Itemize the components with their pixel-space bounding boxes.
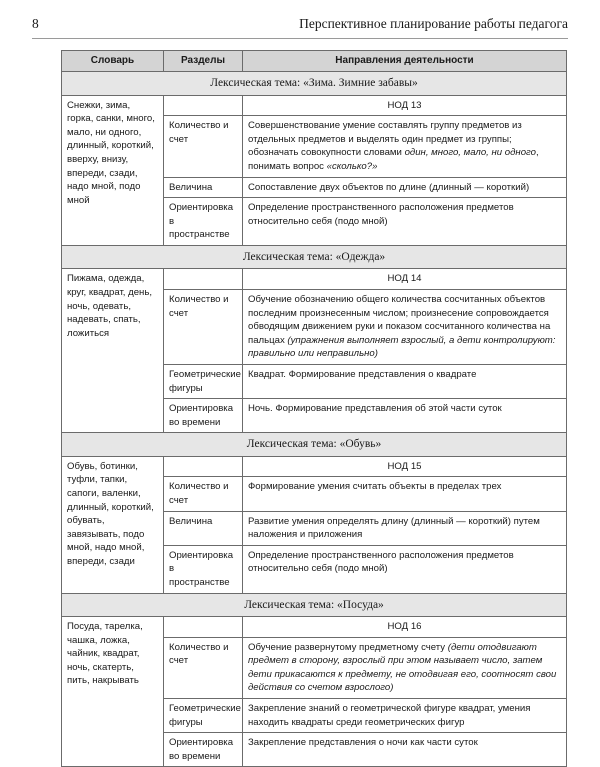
theme-title: Лексическая тема: «Зима. Зимние забавы» [62,72,567,95]
column-header-activities: Направления деятельности [243,51,567,72]
section-cell: Количество и счет [164,289,243,364]
running-title: Перспективное планирование работы педагога [299,16,568,31]
vocabulary-cell: Снежки, зима, горка, санки, много, мало, ни одного, длинный, короткий, вверху, внизу, впереди, сзади, надо мной, подо мной [62,95,164,245]
activity-cell: Сопоставление двух объектов по длине (длинный — короткий) [243,177,567,198]
section-cell-empty [164,616,243,637]
activity-cell: Закрепление знаний о геометрической фигуре квадрат, умения находить квадраты среди геометрических фигур [243,699,567,733]
theme-row [62,72,567,95]
column-header-sections: Разделы [164,51,243,72]
theme-row [62,433,567,456]
section-cell-empty [164,95,243,116]
table-row [62,456,567,477]
theme-title: Лексическая тема: «Посуда» [62,593,567,616]
activity-cell: Определение пространственного расположения предметов относительно себя (подо мной) [243,545,567,593]
section-cell-empty [164,456,243,477]
activity-cell: Обучение развернутому предметному счету (дети отодвигают предмет в сторону, взрослый при этом называет число, затем дети прикасаются к предмету, не отодвигая его, соотносят свои действия со счетом взрослого) [243,637,567,698]
table-row [62,269,567,290]
section-cell: Геометрические фигуры [164,699,243,733]
column-header-vocabulary: Словарь [62,51,164,72]
section-cell: Геометрические фигуры [164,364,243,398]
nod-label: НОД 14 [243,269,567,290]
theme-title: Лексическая тема: «Обувь» [62,433,567,456]
vocabulary-cell: Обувь, ботинки, туфли, тапки, сапоги, валенки, длинный, короткий, обувать, завязывать, подо мной, надо мной, впереди, сзади [62,456,164,593]
table-header-row [62,51,567,72]
section-cell-empty [164,269,243,290]
activity-cell: Закрепление представления о ночи как части суток [243,733,567,767]
theme-title: Лексическая тема: «Одежда» [62,246,567,269]
page-number: 8 [32,16,39,31]
nod-label: НОД 16 [243,616,567,637]
section-cell: Ориентировка во времени [164,399,243,433]
section-cell: Количество и счет [164,637,243,698]
vocabulary-cell: Посуда, тарелка, чашка, ложка, чайник, квадрат, ночь, скатерть, пить, накрывать [62,616,164,766]
section-cell: Количество и счет [164,116,243,177]
table-row [62,616,567,637]
activity-cell: Обучение обозначению общего количества сосчитанных объектов последним произнесенным числом; произнесение сопровождается обводящим движением руки и показом сосчитанного количества на пальцах (упражнения выполняет взрослый, а дети контролируют: правильно или неправильно) [243,289,567,364]
nod-label: НОД 13 [243,95,567,116]
activity-cell: Совершенствование умение составлять группу предметов из отдельных предметов и выделять один предмет из группы; обозначать совокупности словами один, много, мало, ни одного, понимать вопрос «сколько?» [243,116,567,177]
section-cell: Количество и счет [164,477,243,511]
activity-cell: Формирование умения считать объекты в пределах трех [243,477,567,511]
section-cell: Ориентировка в пространстве [164,198,243,246]
theme-row [62,246,567,269]
section-cell: Величина [164,177,243,198]
table-row [62,95,567,116]
activity-cell: Ночь. Формирование представления об этой части суток [243,399,567,433]
section-cell: Ориентировка во времени [164,733,243,767]
section-cell: Величина [164,511,243,545]
activity-cell: Развитие умения определять длину (длинный — короткий) путем наложения и приложения [243,511,567,545]
planning-table [61,50,567,767]
running-header [32,12,568,39]
activity-cell: Определение пространственного расположения предметов относительно себя (подо мной) [243,198,567,246]
nod-label: НОД 15 [243,456,567,477]
activity-cell: Квадрат. Формирование представления о квадрате [243,364,567,398]
vocabulary-cell: Пижама, одежда, круг, квадрат, день, ночь, одевать, надевать, спать, ложиться [62,269,164,433]
theme-row [62,593,567,616]
section-cell: Ориентировка в пространстве [164,545,243,593]
